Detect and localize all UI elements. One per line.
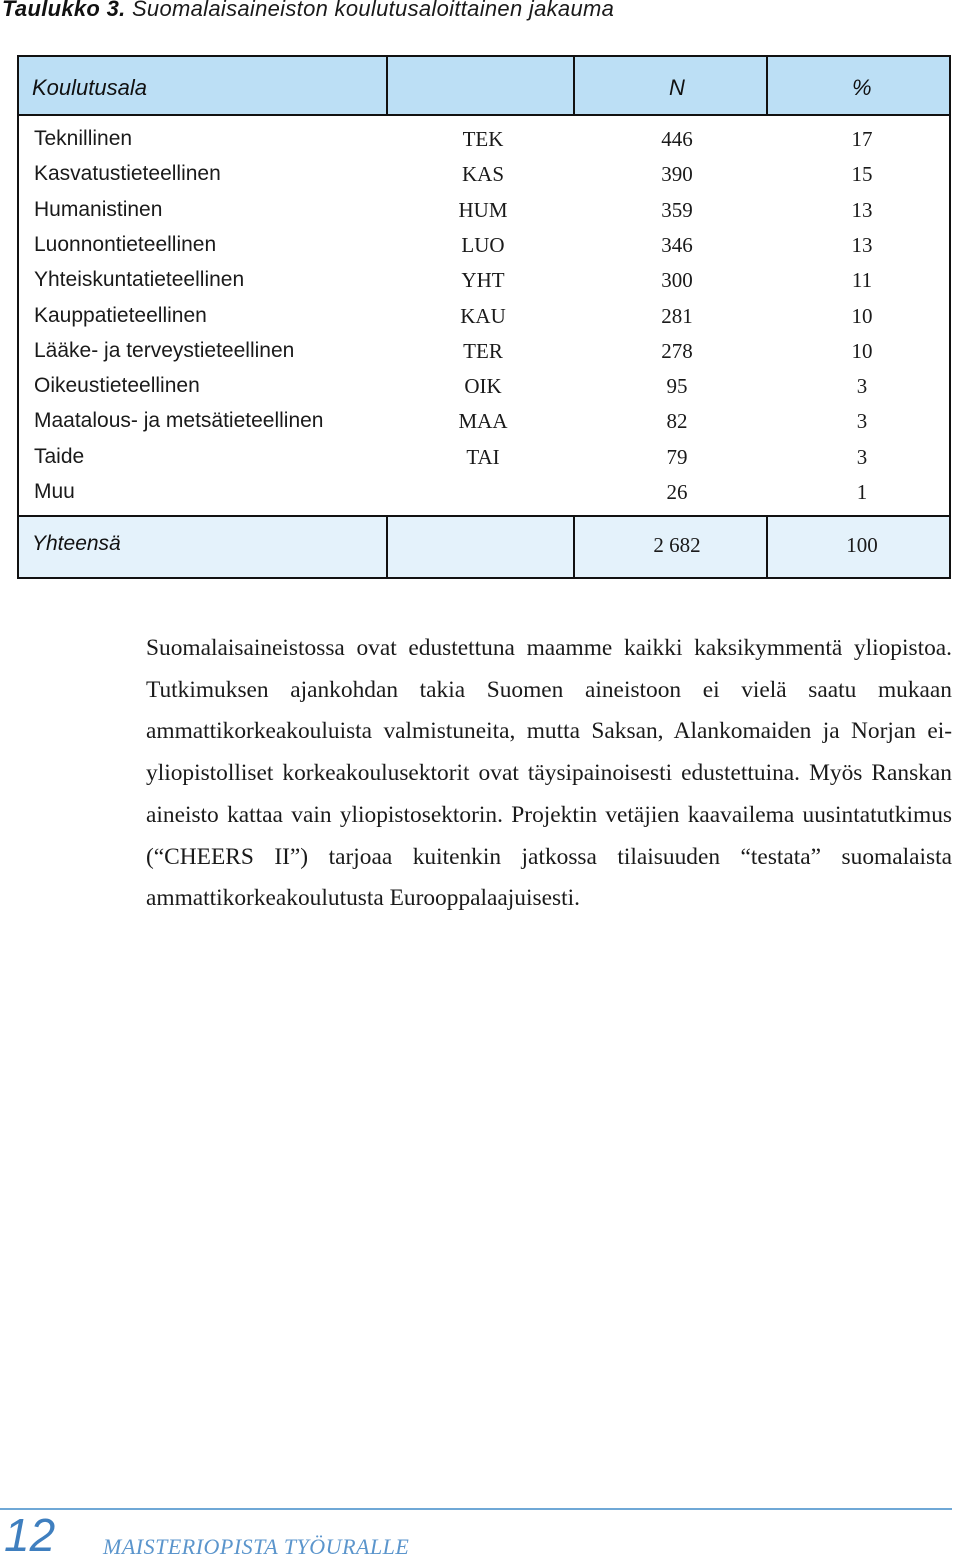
row-field-name: Yhteiskuntatieteellinen [34, 268, 245, 291]
total-label: Yhteensä [32, 532, 121, 555]
header-field: Koulutusala [32, 75, 147, 100]
row-field-name: Taide [34, 445, 85, 468]
row-field-name: Luonnontieteellinen [34, 233, 217, 256]
row-field-name: Maatalous- ja metsätieteellinen [34, 409, 324, 432]
distribution-table: Koulutusala N % Teknillinen TEK 446 17 Kasvatustieteellinen KAS 390 15 Humanistinen HUM 359 13 Luonnontieteellinen LUO 346 13 Yhteiskuntatieteellinen YHT 300 11 Kauppatieteellinen KAU 281 10 Lääke- ja terveystieteellinen TER 278 10 Oikeustieteellinen OIK 95 3 Maatalous- ja metsätieteellinen MAA 82 3 Taide TAI 79 3 Muu 26 1 Yhteensä 2 682 100 [17, 55, 951, 579]
page-number: 12 [4, 1509, 56, 1561]
row-field-name: Kauppatieteellinen [34, 304, 207, 327]
row-field-name: Teknillinen [34, 127, 133, 150]
body-paragraph: Suomalaisaineistossa ovat edustettuna maamme kaikki kaksikymmentä yliopistoa. Tutkimuksen ajankohdan takia Suomen aineistoon ei vielä saatu mukaan ammattikorkeakouluista valmistuneita, mutta Saksan, Alankomaiden ja Norjan ei-yliopistolliset korkeakoulusektorit ovat täysipainoisesti edustettuina. Myös Ranskan aineisto kattaa vain yliopistosektorin. Projektin vetäjien kaavailema uusintatutkimus (“CHEERS II”) tarjoaa kuitenkin jatkossa tilaisuuden “testata” suomalaista ammattikorkeakoulutusta Eurooppalaajuisesti. [146, 635, 952, 912]
row-field-name: Lääke- ja terveystieteellinen [34, 339, 295, 362]
header-pct: % [852, 75, 872, 100]
header-n: N [669, 75, 685, 100]
row-field-name: Kasvatustieteellinen [34, 162, 221, 185]
header-divider [19, 114, 949, 116]
total-cell-code [388, 517, 575, 577]
table-caption [2, 0, 614, 22]
caption-label: Taulukko 3. [2, 0, 126, 21]
running-title: MAISTERIOPISTA TYÖURALLE [103, 1534, 410, 1559]
header-cell-code [388, 57, 575, 114]
row-field-name: Muu [34, 480, 75, 503]
row-field-name: Humanistinen [34, 198, 163, 221]
footer-rule [0, 1508, 952, 1510]
caption-text: Suomalaisaineiston koulutusaloittainen jakauma [131, 0, 615, 21]
row-field-name: Oikeustieteellinen [34, 374, 200, 397]
